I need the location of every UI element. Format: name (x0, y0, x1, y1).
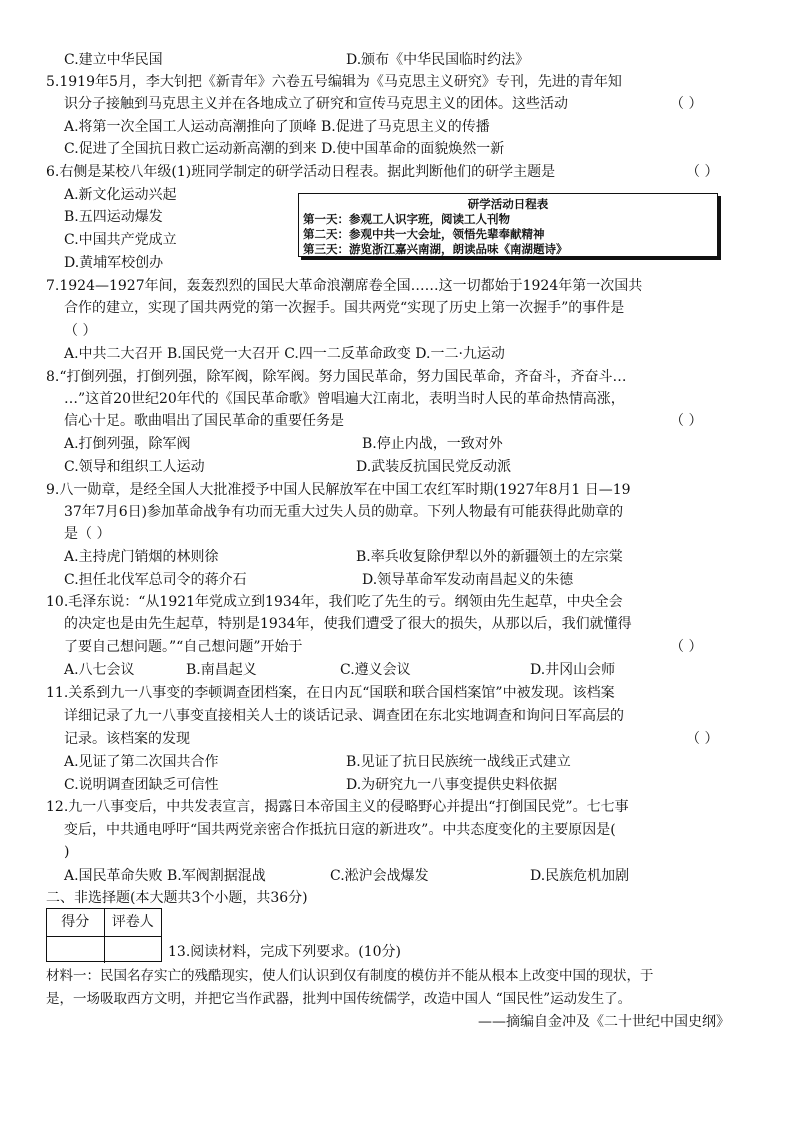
q4-option-c: C.建立中华民国 (64, 52, 163, 68)
q10-answer-paren: （ ） (670, 639, 703, 655)
q12-stem-line2: 变后，中共通电呼吁“国共两党亲密合作抵抗日寇的新进攻”。中共态度变化的主要原因是( (64, 822, 616, 838)
q9-option-c: C.担任北伐军总司令的蒋介石 (64, 572, 247, 588)
q10-stem-line1: 10.毛泽东说：“从1921年党成立到1934年，我们吃了先生的亏。纲领由先生起草，中央全会 (46, 594, 623, 610)
q5-options-cd: C.促进了全国抗日救亡运动新高潮的到来 D.使中国革命的面貌焕然一新 (64, 141, 505, 157)
schedule-day2: 第二天：参观中共一大会址，领悟先辈奉献精神 (303, 227, 545, 241)
q9-option-d: D.领导革命军发动南昌起义的朱德 (362, 572, 574, 588)
section2-heading: 二、非选择题(本大题共3个小题，共36分) (46, 890, 308, 906)
q8-stem-line1: 8.“打倒列强，打倒列强，除军阀，除军阀。努力国民革命，努力国民革命，齐奋斗，齐奋斗… (46, 369, 627, 385)
q12-option-c: C.淞沪会战爆发 (330, 868, 429, 884)
q11-stem-line1: 11.关系到九一八事变的李顿调查团档案，在日内瓦“国联和联合国档案馆”中被发现。该档案 (46, 685, 615, 701)
q5-answer-paren: （ ） (670, 96, 703, 112)
q8-option-a: A.打倒列强，除军阀 (64, 436, 191, 452)
q5-stem-line1: 5.1919年5月，李大钊把《新青年》六卷五号编辑为《马克思主义研究》专刊，先进的青年知 (46, 74, 622, 90)
q13-title: 13.阅读材料，完成下列要求。(10分) (168, 944, 402, 960)
q11-stem-line3: 记录。该档案的发现 (64, 731, 190, 747)
q12-option-d: D.民族危机加剧 (530, 868, 630, 884)
q7-stem-line2: 合作的建立，实现了国共两党的第一次握手。国共两党“实现了历史上第一次握手”的事件是 (64, 300, 625, 316)
q6-option-c: C.中国共产党成立 (64, 232, 177, 248)
q9-option-a: A.主持虎门销烟的林则徐 (64, 549, 219, 565)
q11-option-b: B.见证了抗日民族统一战线正式建立 (346, 754, 571, 770)
q7-answer-paren: （ ） (64, 323, 97, 339)
q12-stem-line1: 12.九一八事变后，中共发表宣言，揭露日本帝国主义的侵略野心并提出“打倒国民党”。七七事 (46, 799, 629, 815)
schedule-day1: 第一天：参观工人识字班，阅读工人刊物 (303, 212, 510, 226)
q6-stem: 6.右侧是某校八年级(1)班同学制定的研学活动日程表。据此判断他们的研学主题是 (46, 164, 556, 180)
q13-material1-line1: 材料一：民国名存实亡的残酷现实，使人们认识到仅有制度的模仿并不能从根本上改变中国的现状，于 (46, 968, 654, 984)
q8-option-b: B.停止内战，一致对外 (362, 436, 503, 452)
score-cell[interactable] (47, 937, 104, 963)
q9-stem-line3: 是（ ） (64, 526, 111, 542)
q9-stem-line2: 37年7月6日)参加革命战争有功而无重大过失人员的勋章。下列人物最有可能获得此勋章的 (64, 504, 624, 520)
q8-stem-line2: …”这首20世纪20年代的《国民革命歌》曾唱遍大江南北，表明当时人民的革命热情高涨， (64, 391, 625, 407)
q9-stem-line1: 9.八一勋章，是经全国人大批准授予中国人民解放军在中国工农红军时期(1927年8月1 日—19 (46, 482, 631, 498)
q10-option-d: D.井冈山会师 (530, 662, 616, 678)
q8-stem-line3: 信心十足。歌曲唱出了国民革命的重要任务是 (64, 413, 344, 429)
q12-options-ab: A.国民革命失败 B.军阀割据混战 (64, 868, 266, 884)
q7-stem-line1: 7.1924—1927年间，轰轰烈烈的国民大革命浪潮席卷全国……这一切都始于1924年第一次国共 (46, 278, 643, 294)
q4-option-d: D.颁布《中华民国临时约法》 (346, 52, 530, 68)
q11-stem-line2: 详细记录了九一八事变直接相关人士的谈话记录、调查团在东北实地调查和询问日军高层的 (64, 708, 624, 724)
q11-answer-paren: （ ） (686, 731, 719, 747)
schedule-day3: 第三天：游览浙江嘉兴南湖，朗读品味《南湖题诗》 (303, 242, 568, 256)
q6-option-a: A.新文化运动兴起 (64, 187, 177, 203)
q10-option-c: C.遵义会议 (340, 662, 411, 678)
q8-option-d: D.武装反抗国民党反动派 (356, 459, 512, 475)
q6-option-d: D.黄埔军校创办 (64, 255, 164, 271)
q10-stem-line2: 的决定也是由先生起草，特别是1934年，使我们遭受了很大的损失，从那以后，我们就懂得 (64, 616, 632, 632)
q10-option-b: B.南昌起义 (186, 662, 257, 678)
q11-option-a: A.见证了第二次国共合作 (64, 754, 219, 770)
q9-option-b: B.率兵收复除伊犁以外的新疆领土的左宗棠 (356, 549, 623, 565)
q13-material1-source: ——摘编自金冲及《二十世纪中国史纲》 (478, 1014, 730, 1030)
score-grader-table (46, 908, 162, 962)
q6-answer-paren: （ ） (686, 164, 719, 180)
schedule-title: 研学活动日程表 (467, 197, 549, 211)
q10-option-a: A.八七会议 (64, 662, 135, 678)
q7-options: A.中共二大召开 B.国民党一大召开 C.四一二反革命政变 D.一二·九运动 (64, 346, 505, 362)
q11-option-c: C.说明调查团缺乏可信性 (64, 777, 219, 793)
q8-answer-paren: （ ） (670, 413, 703, 429)
q6-option-b: B.五四运动爆发 (64, 209, 163, 225)
q11-option-d: D.为研究九一八事变提供史料依据 (346, 777, 558, 793)
q5-stem-line2: 识分子接触到马克思主义并在各地成立了研究和宣传马克思主义的团体。这些活动 (64, 96, 568, 112)
q13-material1-line2: 是，一场吸取西方文明，并把它当作武器，批判中国传统儒学，改造中国人 “国民性”运动发生了。 (46, 991, 632, 1007)
q8-option-c: C.领导和组织工人运动 (64, 459, 205, 475)
grader-header: 评卷人 (104, 909, 162, 936)
q10-stem-line3: 了要自己想问题。”“自己想问题”开始于 (64, 639, 303, 655)
q5-options-ab: A.将第一次全国工人运动高潮推向了顶峰 B.促进了马克思主义的传播 (64, 119, 490, 135)
study-schedule-box (298, 193, 718, 257)
grader-cell[interactable] (104, 937, 162, 963)
score-header: 得分 (61, 914, 90, 930)
q12-stem-line3: ) (64, 844, 70, 860)
